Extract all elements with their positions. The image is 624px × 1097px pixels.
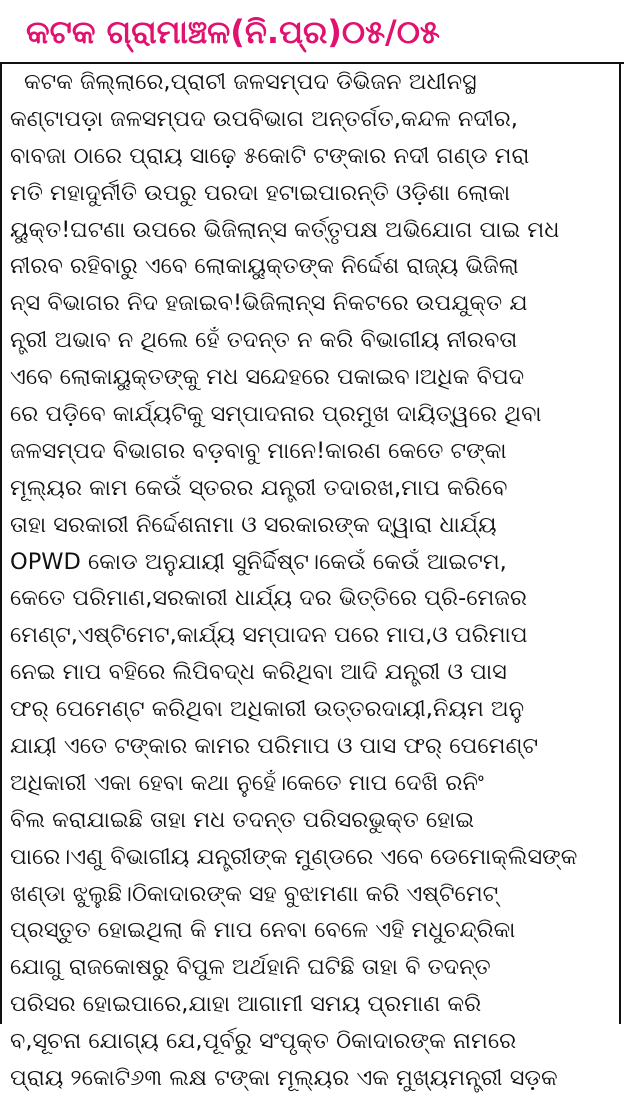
- article-line: ପ୍ରାୟ ୨କୋଟି୬୩ ଲକ୍ଷ ଟଙ୍କା ମୂଲ୍ୟର ଏକ ମୁଖ୍ୟମନ୍ତ୍ରୀ ସଡ଼କ: [10, 1065, 558, 1092]
- article-line: ପରିସର ହୋଇପାରେ,ଯାହା ଆଗାମୀ ସମୟ ପ୍ରମାଣ କରି: [10, 991, 482, 1018]
- article-line: ଯାୟୀ ଏତେ ଟଙ୍କାର କାମର ପରିମାପ ଓ ପାସ ଫର୍ ପେମେଣ୍ଟ: [10, 733, 539, 760]
- article-line: କଟକ ଜିଲ୍ଲାରେ,ପ୍ରାଚୀ ଜଳସମ୍ପଦ ଡିଭିଜନ ଅଧୀନସ୍ଥ: [24, 69, 477, 95]
- article-line: ମେଣ୍ଟ,ଏଷ୍ଟିମେଟ,କାର୍ଯ୍ୟ ସମ୍ପାଦନ ପରେ ମାପ,ଓ ପରିମାପ: [10, 622, 528, 649]
- frame-left-border: [0, 62, 2, 1024]
- article-line: ପ୍ରସ୍ତୁତ ହୋଇଥିଲା କି ମାପ ନେବା ବେଳେ ଏହି ମଧୁଚନ୍ଦ୍ରିକା: [10, 917, 516, 944]
- article-line: ତାହା ସରକାରୀ ନିର୍ଦ୍ଦେଶନାମା ଓ ସରକାରଙ୍କ ଦ୍ୱାରା ଧାର୍ଯ୍ୟ: [10, 511, 497, 538]
- article-line: ଜଳସମ୍ପଦ ବିଭାଗର ବଡ଼ବାବୁ ମାନେ!କାରଣ କେତେ ଟଙ୍କା: [10, 437, 507, 464]
- article-line: ଖଣ୍ଡା ଝୁଲୁଛି।ଠିକାଦାରଙ୍କ ସହ ବୁଝାମଣା କରି ଏଷ୍ଟିମେଟ୍: [10, 880, 499, 907]
- article-line: ପାରେ।ଏଣୁ ବିଭାଗୀୟ ଯନ୍ତ୍ରୀଙ୍କ ମୁଣ୍ଡରେ ଏବେ ଡେମୋକ୍ଲିସଙ୍କ: [10, 843, 578, 870]
- article-line: ରେ ପଡ଼ିବେ କାର୍ଯ୍ୟଟିକୁ ସମ୍ପାଦନାର ପ୍ରମୁଖ ଦାୟିତ୍ୱରେ ଥିବା: [10, 401, 542, 428]
- article-line: ଫର୍ ପେମେଣ୍ଟ କରିଥିବା ଅଧିକାରୀ ଉତ୍ତରଦାୟୀ,ନିୟମ ଅନୁ: [10, 696, 525, 723]
- article-line: ଅଧିକାରୀ ଏକା ହେବା କଥା ନୁହେଁ।କେତେ ମାପ ଦେଖି ରନିଂ: [10, 769, 484, 796]
- article-line: ବ,ସୂଚନା ଯୋଗ୍ୟ ଯେ,ପୂର୍ବରୁ ସଂପୃକ୍ତ ଠିକାଦାରଙ୍କ ନାମରେ: [10, 1028, 517, 1055]
- article-line: ବିଲ କରାଯାଇଛି ତାହା ମଧ ତଦନ୍ତ ପରିସରଭୁକ୍ତ ହୋଇ: [10, 806, 475, 833]
- article-body: [10, 64, 614, 1092]
- article-line: ନେଇ ମାପ ବହିରେ ଲିପିବଦ୍ଧ କରିଥିବା ଆଦି ଯନ୍ତ୍ରୀ ଓ ପାସ: [10, 659, 507, 686]
- article-line: ୟୁକ୍ତ!ଘଟଣା ଉପରେ ଭିଜିଲାନ୍ସ କର୍ତ୍ତୃପକ୍ଷ ଅଭିଯୋଗ ପାଇ ମଧ: [10, 216, 560, 243]
- article-line: ଏବେ ଲୋକାୟୁକ୍ତଙ୍କୁ ମଧ ସନ୍ଦେହରେ ପକାଇବ।ଅଧିକ ବିପଦ: [10, 364, 525, 391]
- article-line: କେତେ ପରିମାଣ,ସରକାରୀ ଧାର୍ଯ୍ୟ ଦର ଭିତ୍ତିରେ ପ୍ରି-ମେଜର: [10, 585, 527, 612]
- article-line: ବାବଜା ଠାରେ ପ୍ରାୟ ସାଢ଼େ ୫କୋଟି ଟଙ୍କାର ନଦୀ ଗଣ୍ଡ ମରା: [10, 142, 530, 169]
- article-line: OPWD କୋଡ ଅନୁଯାୟୀ ସୁନିର୍ଦ୍ଦିଷ୍ଟ।କେଉଁ କେଉଁ ଆଇଟମ,: [10, 548, 507, 575]
- article-line: ମୂଲ୍ୟର କାମ କେଉଁ ସ୍ତରର ଯନ୍ତ୍ରୀ ତଦାରଖ,ମାପ କରିବେ: [10, 474, 508, 501]
- article-line: ନ୍ତ୍ରୀ ଅଭାବ ନ ଥିଲେ ହେଁ ତଦନ୍ତ ନ କରି ବିଭାଗୀୟ ନୀରବତା: [10, 327, 518, 354]
- article-line: ନ୍ସ ବିଭାଗର ନିଦ ହଜାଇବ!ଭିଜିଲାନ୍ସ ନିକଟରେ ଉପଯୁକ୍ତ ଯ: [10, 290, 528, 317]
- headline: କଟକ ଗ୍ରାମାଞ୍ଚଳ(ନି.ପ୍ର)୦୫/୦୫: [26, 13, 440, 51]
- article-line: କଣ୍ଟାପଡ଼ା ଜଳସମ୍ପଦ ଉପବିଭାଗ ଅନ୍ତର୍ଗତ,କନ୍ଦଳ ନଦୀର,: [10, 105, 518, 132]
- frame-right-border: [619, 62, 621, 1024]
- article-line: ନୀରବ ରହିବାରୁ ଏବେ ଲୋକାୟୁକ୍ତଙ୍କ ନିର୍ଦ୍ଦେଶ ରାଜ୍ୟ ଭିଜିଲା: [10, 253, 519, 280]
- article-line: ମତି ମହାଦୁର୍ନୀତି ଉପରୁ ପରଦା ହଟାଇପାରନ୍ତି ଓଡ଼ିଶା ଲୋକା: [10, 179, 511, 206]
- article-line: ଯୋଗୁ ରାଜକୋଷରୁ ବିପୁଳ ଅର୍ଥହାନି ଘଟିଛି ତାହା ବି ତଦନ୍ତ: [10, 954, 491, 981]
